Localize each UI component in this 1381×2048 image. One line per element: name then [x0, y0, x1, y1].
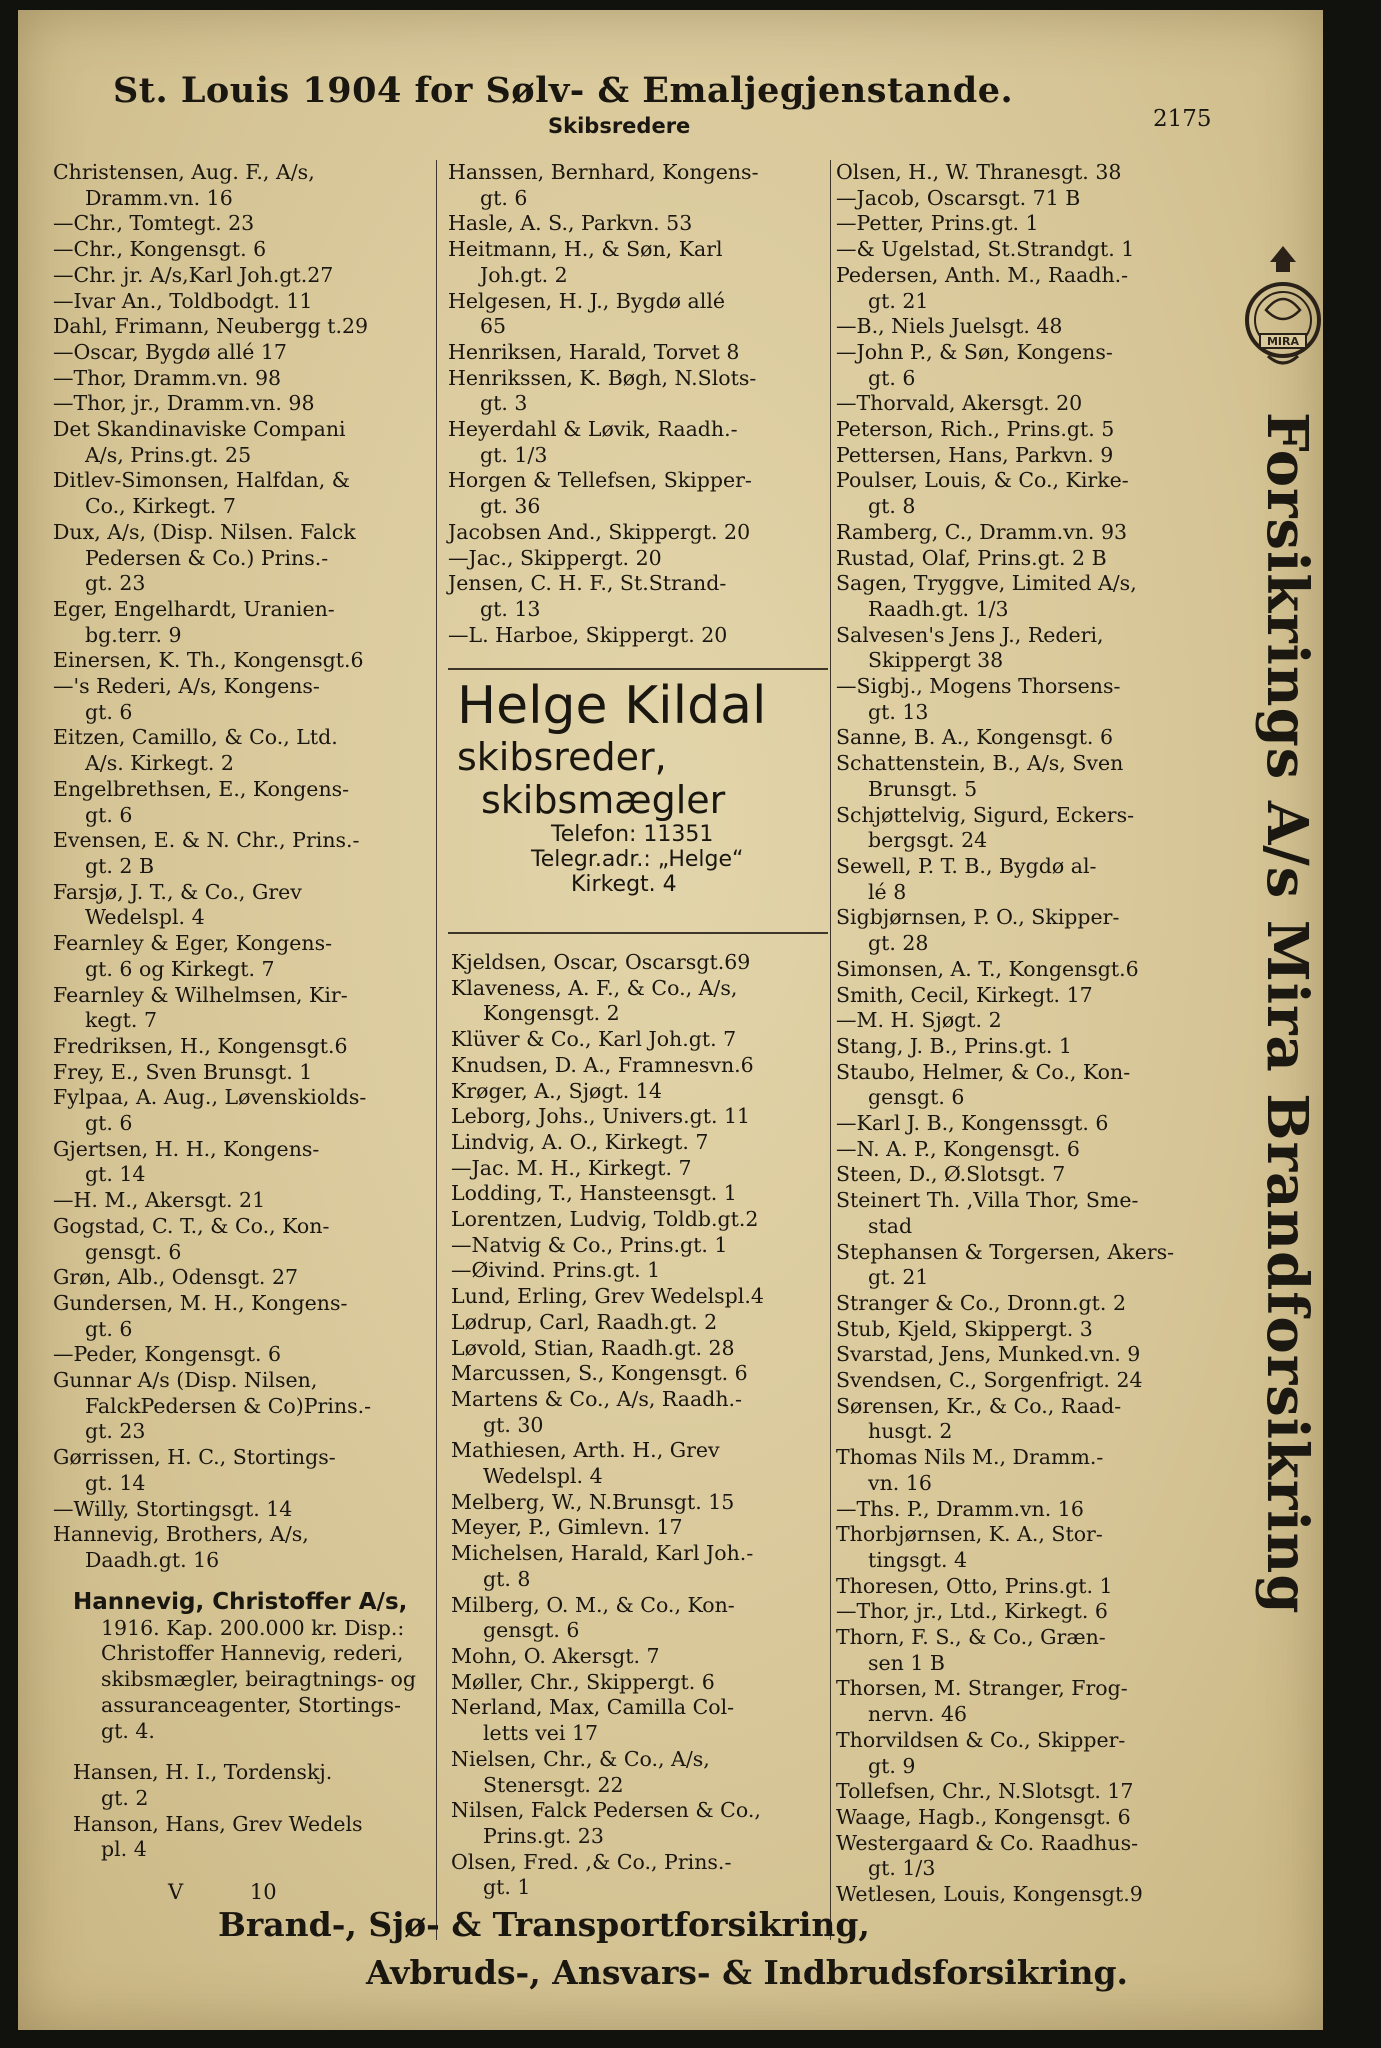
directory-entry: —Petter, Prins.gt. 1 — [836, 211, 1039, 236]
directory-entry: Gogstad, C. T., & Co., Kon- — [53, 1213, 330, 1238]
footer-line-2: Avbruds-, Ansvars- & Indbrudsforsikring. — [366, 1953, 1129, 1992]
directory-entry: Ramberg, C., Dramm.vn. 93 — [836, 519, 1128, 544]
directory-entry-continuation: gt. 13 — [480, 596, 541, 621]
directory-entry: Rustad, Olaf, Prins.gt. 2 B — [836, 545, 1107, 570]
directory-entry: Christensen, Aug. F., A/s, — [53, 160, 315, 184]
directory-entry: —Chr. jr. A/s,Karl Joh.gt.27 — [53, 262, 334, 287]
directory-entry: —John P., & Søn, Kongens- — [836, 339, 1113, 364]
directory-entry: Knudsen, D. A., Framnesvn.6 — [451, 1052, 754, 1077]
directory-entry: Lorentzen, Ludvig, Toldb.gt.2 — [451, 1207, 759, 1232]
directory-entry-continuation: Stenersgt. 22 — [483, 1772, 624, 1797]
directory-entry-continuation: gt. 6 — [85, 1316, 133, 1341]
directory-entry: Gunnar A/s (Disp. Nilsen, — [53, 1368, 318, 1393]
directory-entry: Gjertsen, H. H., Kongens- — [53, 1136, 320, 1161]
directory-entry: Tollefsen, Chr., N.Slotsgt. 17 — [836, 1779, 1134, 1804]
directory-entry: Fearnley & Wilhelmsen, Kir- — [53, 982, 348, 1007]
directory-entry: —Ivar An., Toldbodgt. 11 — [53, 288, 313, 313]
directory-entry: Horgen & Tellefsen, Skipper- — [448, 468, 752, 493]
directory-entry: Ditlev-Simonsen, Halfdan, & — [53, 468, 350, 493]
directory-entry: Sørensen, Kr., & Co., Raad- — [836, 1393, 1122, 1418]
directory-entry-continuation: gt. 6 — [868, 365, 916, 390]
directory-entry: Henriksen, Harald, Torvet 8 — [448, 339, 740, 364]
directory-entry: Fylpaa, A. Aug., Løvenskiolds- — [53, 1085, 367, 1110]
directory-entry-continuation: A/s. Kirkegt. 2 — [85, 751, 234, 776]
directory-entry: —Jacob, Oscarsgt. 71 B — [836, 185, 1081, 210]
directory-entry-continuation: nervn. 46 — [868, 1702, 968, 1727]
hannevig-detail-line: skibsmægler, beiragtnings- og — [101, 1667, 416, 1692]
directory-entry: Thoresen, Otto, Prins.gt. 1 — [836, 1573, 1113, 1598]
ad-name: Helge Kildal — [457, 676, 767, 736]
directory-entry-continuation: pl. 4 — [101, 1837, 147, 1862]
directory-entry: —& Ugelstad, St.Strandgt. 1 — [836, 237, 1135, 262]
hannevig-detail-line: Christoffer Hannevig, rederi, — [101, 1641, 404, 1666]
directory-entry: Løvold, Stian, Raadh.gt. 28 — [451, 1335, 735, 1360]
directory-entry: —'s Rederi, A/s, Kongens- — [53, 674, 320, 699]
directory-entry: Schattenstein, B., A/s, Sven — [836, 751, 1124, 776]
directory-entry: Lodding, T., Hansteensgt. 1 — [451, 1181, 737, 1206]
directory-entry-continuation: gt. 28 — [868, 931, 929, 956]
directory-entry: Eitzen, Camillo, & Co., Ltd. — [53, 725, 338, 750]
directory-entry: Schjøttelvig, Sigurd, Eckers- — [836, 802, 1135, 827]
directory-entry: —Thor, jr., Dramm.vn. 98 — [53, 391, 315, 416]
directory-entry: Stang, J. B., Prins.gt. 1 — [836, 1033, 1072, 1058]
directory-entry-continuation: gt. 3 — [480, 391, 528, 416]
ad-address: Kirkegt. 4 — [571, 872, 677, 897]
column-1 — [53, 160, 453, 1574]
directory-entry: Westergaard & Co. Raadhus- — [836, 1830, 1139, 1855]
directory-entry: —Karl J. B., Kongenssgt. 6 — [836, 1111, 1109, 1136]
directory-entry-continuation: gt. 14 — [85, 1470, 146, 1495]
mira-logo — [1238, 238, 1328, 378]
directory-entry: Steen, D., Ø.Slotsgt. 7 — [836, 1162, 1066, 1187]
directory-entry-continuation: gt. 36 — [480, 494, 541, 519]
directory-entry: Lindvig, A. O., Kirkegt. 7 — [451, 1129, 709, 1154]
directory-entry: Pettersen, Hans, Parkvn. 9 — [836, 442, 1114, 467]
directory-entry: Thorsen, M. Stranger, Frog- — [836, 1676, 1128, 1701]
directory-entry-continuation: gensgt. 6 — [483, 1618, 580, 1643]
directory-entry: Klaveness, A. F., & Co., A/s, — [451, 975, 738, 1000]
signature-mark: V 10 — [168, 1880, 277, 1904]
directory-entry-continuation: Raadh.gt. 1/3 — [868, 596, 1009, 621]
directory-entry: Gundersen, M. H., Kongens- — [53, 1290, 348, 1315]
directory-entry: Klüver & Co., Karl Joh.gt. 7 — [451, 1027, 737, 1052]
column-2 — [448, 160, 848, 648]
advertisement-helge-kildal — [451, 676, 853, 920]
directory-entry-continuation: gensgt. 6 — [868, 1085, 965, 1110]
section-heading: Skibsredere — [548, 114, 691, 138]
directory-entry-continuation: gt. 9 — [868, 1753, 916, 1778]
directory-entry-continuation: Pedersen & Co.) Prins.- — [85, 545, 329, 570]
directory-entry-continuation: gt. 6 — [480, 185, 528, 210]
hannevig-detail-line: assuranceagenter, Stortings- — [101, 1692, 401, 1717]
directory-entry: Peterson, Rich., Prins.gt. 5 — [836, 417, 1115, 442]
directory-entry: Evensen, E. & N. Chr., Prins.- — [53, 828, 360, 853]
hannevig-detail-line: gt. 4. — [101, 1718, 155, 1743]
directory-entry: Gørrissen, H. C., Stortings- — [53, 1445, 336, 1470]
directory-entry-continuation: tingsgt. 4 — [868, 1547, 968, 1572]
directory-entry-continuation: gensgt. 6 — [85, 1239, 182, 1264]
directory-entry: Helgesen, H. J., Bygdø allé — [448, 288, 726, 313]
directory-entry: Sewell, P. T. B., Bygdø al- — [836, 853, 1097, 878]
directory-entry-continuation: letts vei 17 — [483, 1721, 599, 1746]
directory-entry: Stub, Kjeld, Skippergt. 3 — [836, 1316, 1093, 1341]
ad-bottom-rule — [448, 932, 828, 934]
directory-entry-continuation: gt. 23 — [85, 1419, 146, 1444]
directory-entry-continuation: gt. 1/3 — [480, 442, 548, 467]
directory-entry: Milberg, O. M., & Co., Kon- — [451, 1592, 735, 1617]
page-number: 2175 — [1153, 106, 1212, 132]
directory-entry-continuation: gt. 1/3 — [868, 1856, 936, 1881]
directory-entry: —M. H. Sjøgt. 2 — [836, 1008, 1002, 1033]
directory-entry-continuation: Dramm.vn. 16 — [85, 185, 233, 210]
directory-entry: Farsjø, J. T., & Co., Grev — [53, 879, 302, 904]
directory-entry: Marcussen, S., Kongensgt. 6 — [451, 1361, 748, 1386]
directory-entry-continuation: Daadh.gt. 16 — [85, 1547, 220, 1572]
directory-entry: —Sigbj., Mogens Thorsens- — [836, 674, 1121, 699]
directory-entry: Heyerdahl & Løvik, Raadh.- — [448, 417, 738, 442]
directory-entry: Lødrup, Carl, Raadh.gt. 2 — [451, 1309, 718, 1334]
directory-entry: —Øivind. Prins.gt. 1 — [451, 1258, 661, 1283]
directory-entry: Henrikssen, K. Bøgh, N.Slots- — [448, 365, 757, 390]
directory-entry: Mohn, O. Akersgt. 7 — [451, 1643, 660, 1668]
directory-entry: Thorbjørnsen, K. A., Stor- — [836, 1522, 1103, 1547]
directory-entry-continuation: gt. 21 — [868, 1265, 929, 1290]
directory-entry: Dux, A/s, (Disp. Nilsen. Falck — [53, 519, 356, 544]
directory-entry: Wetlesen, Louis, Kongensgt.9 — [836, 1882, 1143, 1907]
directory-entry: Nerland, Max, Camilla Col- — [451, 1695, 735, 1720]
directory-entry: —Oscar, Bygdø allé 17 — [53, 339, 287, 364]
directory-entry: —Thor, jr., Ltd., Kirkegt. 6 — [836, 1599, 1108, 1624]
directory-entry-continuation: gt. 6 — [85, 1111, 133, 1136]
directory-page — [18, 10, 1323, 2030]
directory-entry-continuation: gt. 14 — [85, 1162, 146, 1187]
directory-entry: Fearnley & Eger, Kongens- — [53, 931, 333, 956]
directory-entry-continuation: gt. 6 og Kirkegt. 7 — [85, 956, 275, 981]
directory-entry-continuation: gt. 30 — [483, 1412, 544, 1437]
directory-entry-continuation: Skippergt 38 — [868, 648, 1004, 673]
directory-entry: Waage, Hagb., Kongensgt. 6 — [836, 1805, 1131, 1829]
directory-entry: Simonsen, A. T., Kongensgt.6 — [836, 956, 1139, 981]
side-banner-mira-insurance: Forsikrings A/s Mira Brandforsikring — [1254, 412, 1320, 1615]
directory-entry-continuation: gt. 21 — [868, 288, 929, 313]
directory-entry-continuation: gt. 2 — [101, 1785, 149, 1810]
directory-entry: Hannevig, Brothers, A/s, — [53, 1522, 309, 1547]
directory-entry-continuation: FalckPedersen & Co)Prins.- — [85, 1393, 372, 1418]
directory-entry-continuation: bergsgt. 24 — [868, 828, 988, 853]
directory-entry-continuation: gt. 23 — [85, 571, 146, 596]
directory-entry-continuation: bg.terr. 9 — [85, 622, 182, 647]
ad-line-2: skibsmægler — [481, 778, 726, 822]
directory-entry: Det Skandinaviske Compani — [53, 417, 346, 442]
directory-entry: —Chr., Tomtegt. 23 — [53, 211, 255, 236]
directory-entry: Jensen, C. H. F., St.Strand- — [448, 571, 727, 596]
directory-entry: Sanne, B. A., Kongensgt. 6 — [836, 725, 1114, 750]
directory-entry: Hasle, A. S., Parkvn. 53 — [448, 211, 693, 236]
directory-entry: Lund, Erling, Grev Wedelspl.4 — [451, 1284, 764, 1309]
directory-entry: Stephansen & Torgersen, Akers- — [836, 1239, 1175, 1264]
column-2-continued — [451, 950, 851, 1901]
column-3 — [836, 160, 1266, 1908]
directory-entry: —Chr., Kongensgt. 6 — [53, 237, 267, 262]
directory-entry-continuation: Prins.gt. 23 — [483, 1823, 604, 1848]
directory-entry: Hansen, H. I., Tordenskj. — [73, 1760, 333, 1785]
directory-entry-continuation: Kongensgt. 2 — [483, 1001, 620, 1026]
directory-entry-continuation: Wedelspl. 4 — [483, 1464, 603, 1489]
page-header-title: St. Louis 1904 for Sølv- & Emaljegjenstande. — [113, 70, 1014, 111]
directory-entry-continuation: stad — [868, 1213, 913, 1238]
ad-line-1: skibsreder, — [457, 735, 667, 779]
hannevig-heading: Hannevig, Christoffer A/s, — [73, 1589, 408, 1615]
directory-entry: Melberg, W., N.Brunsgt. 15 — [451, 1489, 735, 1514]
directory-entry: —N. A. P., Kongensgt. 6 — [836, 1136, 1080, 1161]
directory-entry: —Jac., Skippergt. 20 — [448, 545, 662, 570]
directory-entry: —Thorvald, Akersgt. 20 — [836, 391, 1083, 416]
directory-entry: Einersen, K. Th., Kongensgt.6 — [53, 648, 364, 673]
directory-entry: Nielsen, Chr., & Co., A/s, — [451, 1746, 710, 1771]
directory-entry: —Peder, Kongensgt. 6 — [53, 1342, 282, 1367]
directory-entry: Svarstad, Jens, Munked.vn. 9 — [836, 1342, 1141, 1367]
directory-entry: —B., Niels Juelsgt. 48 — [836, 314, 1063, 339]
directory-entry: Fredriksen, H., Kongensgt.6 — [53, 1033, 348, 1058]
directory-entry: Steinert Th. ,Villa Thor, Sme- — [836, 1188, 1139, 1213]
directory-entry: Møller, Chr., Skippergt. 6 — [451, 1669, 715, 1694]
ad-phone: Telefon: 11351 — [551, 822, 714, 847]
directory-entry-continuation: Wedelspl. 4 — [85, 905, 205, 930]
directory-entry: Engelbrethsen, E., Kongens- — [53, 776, 350, 801]
directory-entry-continuation: lé 8 — [868, 879, 907, 904]
directory-entry: Leborg, Johs., Univers.gt. 11 — [451, 1104, 751, 1129]
directory-entry: Kjeldsen, Oscar, Oscarsgt.69 — [451, 950, 751, 974]
footer-line-1: Brand-, Sjø- & Transportforsikring, — [218, 1905, 870, 1944]
directory-entry: Pedersen, Anth. M., Raadh.- — [836, 262, 1129, 287]
directory-entry-continuation: Joh.gt. 2 — [480, 262, 568, 287]
directory-entry: Dahl, Frimann, Neubergg t.29 — [53, 314, 369, 339]
directory-entry-continuation: kegt. 7 — [85, 1008, 157, 1033]
directory-entry-continuation: gt. 2 B — [85, 853, 155, 878]
directory-entry: Nilsen, Falck Pedersen & Co., — [451, 1798, 761, 1823]
ad-telegram: Telegr.adr.: „Helge“ — [531, 847, 744, 872]
directory-entry-continuation: sen 1 B — [868, 1650, 945, 1675]
directory-entry: Michelsen, Harald, Karl Joh.- — [451, 1541, 754, 1566]
hannevig-entry — [73, 1590, 473, 1863]
directory-entry: —Thor, Dramm.vn. 98 — [53, 365, 282, 390]
directory-entry-continuation: gt. 13 — [868, 699, 929, 724]
directory-entry: —Ths. P., Dramm.vn. 16 — [836, 1496, 1084, 1521]
directory-entry: Poulser, Louis, & Co., Kirke- — [836, 468, 1129, 493]
directory-entry: —Jac. M. H., Kirkegt. 7 — [451, 1155, 692, 1180]
directory-entry: Frey, E., Sven Brunsgt. 1 — [53, 1059, 313, 1084]
directory-entry: Thorvildsen & Co., Skipper- — [836, 1727, 1126, 1752]
directory-entry: Sigbjørnsen, P. O., Skipper- — [836, 905, 1120, 930]
directory-entry-continuation: 65 — [480, 314, 507, 339]
directory-entry: Grøn, Alb., Odensgt. 27 — [53, 1265, 299, 1290]
directory-entry: Hanssen, Bernhard, Kongens- — [448, 160, 759, 184]
directory-entry: Olsen, Fred. ,& Co., Prins.- — [451, 1849, 732, 1874]
directory-entry: Martens & Co., A/s, Raadh.- — [451, 1386, 742, 1411]
directory-entry: —Willy, Stortingsgt. 14 — [53, 1496, 293, 1521]
directory-entry: Sagen, Tryggve, Limited A/s, — [836, 571, 1137, 596]
hannevig-details — [73, 1616, 473, 1745]
directory-entry: Smith, Cecil, Kirkegt. 17 — [836, 982, 1093, 1007]
directory-entry: Salvesen's Jens J., Rederi, — [836, 622, 1104, 647]
directory-entry-continuation: gt. 8 — [868, 494, 916, 519]
directory-entry: Krøger, A., Sjøgt. 14 — [451, 1078, 662, 1103]
directory-entry: Olsen, H., W. Thranesgt. 38 — [836, 160, 1122, 184]
directory-entry: Eger, Engelhardt, Uranien- — [53, 596, 335, 621]
directory-entry: Hanson, Hans, Grev Wedels — [73, 1811, 363, 1836]
directory-entry-continuation: gt. 8 — [483, 1566, 531, 1591]
logo-text: MIRA — [1266, 335, 1300, 348]
directory-entry-continuation: A/s, Prins.gt. 25 — [85, 442, 252, 467]
hannevig-following-entries — [73, 1760, 473, 1863]
directory-entry: Thorn, F. S., & Co., Græn- — [836, 1625, 1106, 1650]
hannevig-detail-line: 1916. Kap. 200.000 kr. Disp.: — [101, 1615, 405, 1640]
directory-entry: Svendsen, C., Sorgenfrigt. 24 — [836, 1368, 1143, 1393]
directory-entry: Thomas Nils M., Dramm.- — [836, 1445, 1104, 1470]
directory-entry: Jacobsen And., Skippergt. 20 — [448, 519, 751, 544]
directory-entry: Mathiesen, Arth. H., Grev — [451, 1438, 720, 1463]
directory-entry-continuation: Co., Kirkegt. 7 — [85, 494, 236, 519]
directory-entry-continuation: gt. 6 — [85, 699, 133, 724]
directory-entry: Staubo, Helmer, & Co., Kon- — [836, 1059, 1131, 1084]
directory-entry: Heitmann, H., & Søn, Karl — [448, 237, 723, 262]
directory-entry: Stranger & Co., Dronn.gt. 2 — [836, 1290, 1126, 1315]
directory-entry-continuation: Brunsgt. 5 — [868, 776, 978, 801]
directory-entry: —L. Harboe, Skippergt. 20 — [448, 622, 728, 647]
directory-entry-continuation: gt. 6 — [85, 802, 133, 827]
directory-entry-continuation: vn. 16 — [868, 1470, 932, 1495]
ad-top-rule — [448, 668, 828, 670]
directory-entry: —H. M., Akersgt. 21 — [53, 1188, 266, 1213]
directory-entry: Meyer, P., Gimlevn. 17 — [451, 1515, 683, 1540]
directory-entry: —Natvig & Co., Prins.gt. 1 — [451, 1232, 728, 1257]
directory-entry-continuation: gt. 1 — [483, 1875, 531, 1900]
directory-entry-continuation: husgt. 2 — [868, 1419, 953, 1444]
